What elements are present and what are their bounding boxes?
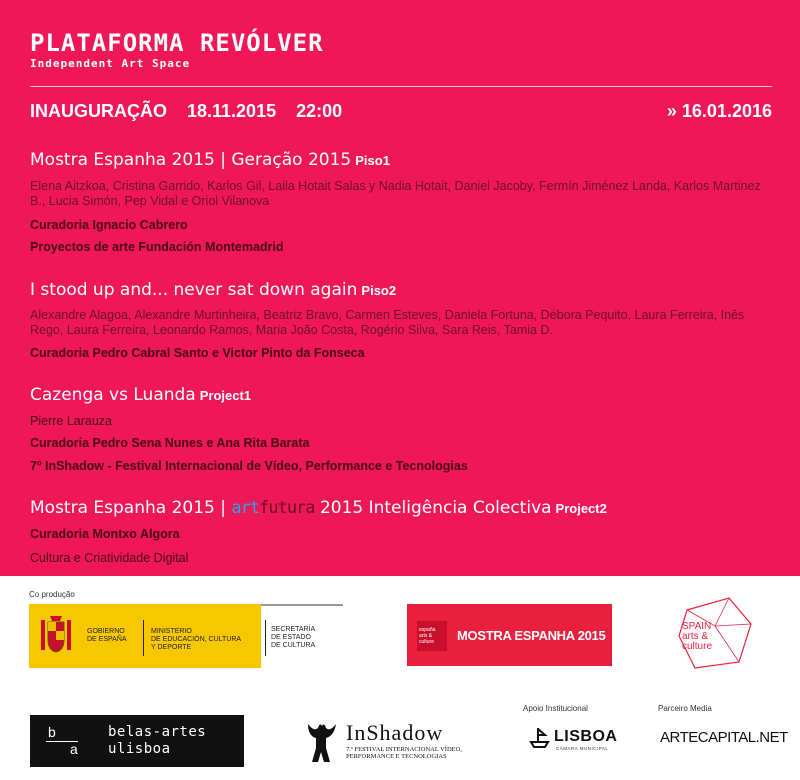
organizer-line: Proyectos de arte Fundación Montemadrid [30, 240, 284, 254]
opening-date: INAUGURAÇÃO 18.11.2015 22:00 [30, 101, 343, 121]
inshadow-subtitle: 7.º FESTIVAL INTERNACIONAL VÍDEO, PERFORMANCE E TECNOLOGIAS [346, 746, 462, 760]
artecapital-logo: ARTECAPITAL.NET [660, 729, 788, 746]
gobierno-yellow-band [29, 604, 261, 668]
inshadow-figure-icon [304, 720, 340, 764]
lisboa-title: LISBOA [554, 728, 618, 745]
event-title [30, 385, 251, 405]
floor-tag: Project2 [555, 501, 607, 516]
divider [265, 620, 266, 656]
event-title-text: 2015 Inteligência Colectiva [319, 498, 552, 518]
spain-arts-culture-text: SPAIN arts & culture [682, 621, 713, 652]
organizer-line: 7º InShadow - Festival Internacional de Vídeo, Performance e Tecnologias [30, 459, 468, 473]
event-title-text: Mostra Espanha 2015 | Geração 2015 [30, 150, 352, 170]
artist-list: Elena Aitzkoa, Cristina Garrido, Karlos Gil, Laila Hotait Salas y Nadia Hotait, Daniel Jacoby, Fermín Jiménez Landa, Karlos Martinez B., Lucia Simón, Pep Vidal e Oriol Vilanova [30, 179, 761, 208]
secretaria-text: SECRETARÍA DE ESTADO DE CULTURA [271, 626, 316, 649]
belas-a-letter: a [70, 741, 78, 757]
floor-tag: Project1 [199, 388, 252, 403]
brand-subtitle: Independent Art Space [30, 57, 191, 70]
divider [143, 620, 144, 656]
floor-tag: Piso1 [355, 153, 390, 168]
mostra-title: MOSTRA ESPANHA 2015 [457, 628, 606, 643]
belas-b-letter: b [48, 724, 56, 740]
mostra-badge-text: españa arts & culture [419, 627, 436, 645]
inshadow-title: InShadow [346, 720, 444, 745]
event-title-text: I stood up and... never sat down again [30, 280, 358, 300]
artfutura-logo-art: art [231, 498, 260, 518]
belas-artes-text: belas-artes ulisboa [108, 724, 207, 757]
event-note: Cultura e Criatividade Digital [30, 551, 189, 565]
belas-artes-logo [30, 715, 244, 767]
curator-line: Curadoria Pedro Cabral Santo e Victor Pinto da Fonseca [30, 346, 365, 360]
event-title-text: Mostra Espanha 2015 | [30, 498, 226, 518]
media-partner-label: Parceiro Media [658, 704, 712, 713]
closing-date: » 16.01.2016 [666, 101, 772, 121]
curator-line: Curadoria Ignacio Cabrero [30, 218, 188, 232]
lisboa-ship-icon [527, 726, 551, 750]
coproduction-label: Co produção [29, 590, 75, 599]
event-title [30, 280, 396, 300]
ministerio-text: MINISTERIO DE EDUCACIÓN, CULTURA Y DEPORTE [151, 628, 242, 651]
support-label: Apoio Institucional [523, 704, 588, 713]
artist-list: Alexandre Alagoa, Alexandre Murtinheira, Beatriz Bravo, Carmen Esteves, Daniela Fortuna, Débora Pequito, Laura Ferreira, Inês Rego, Laura Ferreira, Leonardo Ramos, Maria João Costa, Rogério Silva, Sara Reis, Tamia D. [30, 308, 745, 337]
event-title-text: Cazenga vs Luanda [30, 385, 196, 405]
curator-line: Curadoria Pedro Sena Nunes e Ana Rita Barata [30, 436, 310, 450]
floor-tag: Piso2 [361, 283, 397, 298]
brand-title: PLATAFORMA REVÓLVER [30, 29, 324, 57]
artfutura-logo-futura: futura [259, 498, 315, 518]
mostra-espanha-logo [407, 604, 612, 666]
lisboa-subtitle: CÂMARA MUNICIPAL [556, 746, 609, 751]
event-title [30, 150, 390, 170]
coat-of-arms-icon [39, 614, 73, 658]
gobierno-text: GOBIERNO DE ESPAÑA [87, 628, 127, 643]
curator-line: Curadoria Montxo Algora [30, 527, 180, 541]
artist-list: Pierre Larauza [30, 414, 112, 428]
gobierno-logo [29, 604, 343, 668]
header-divider [30, 86, 772, 87]
event-title [30, 498, 607, 518]
